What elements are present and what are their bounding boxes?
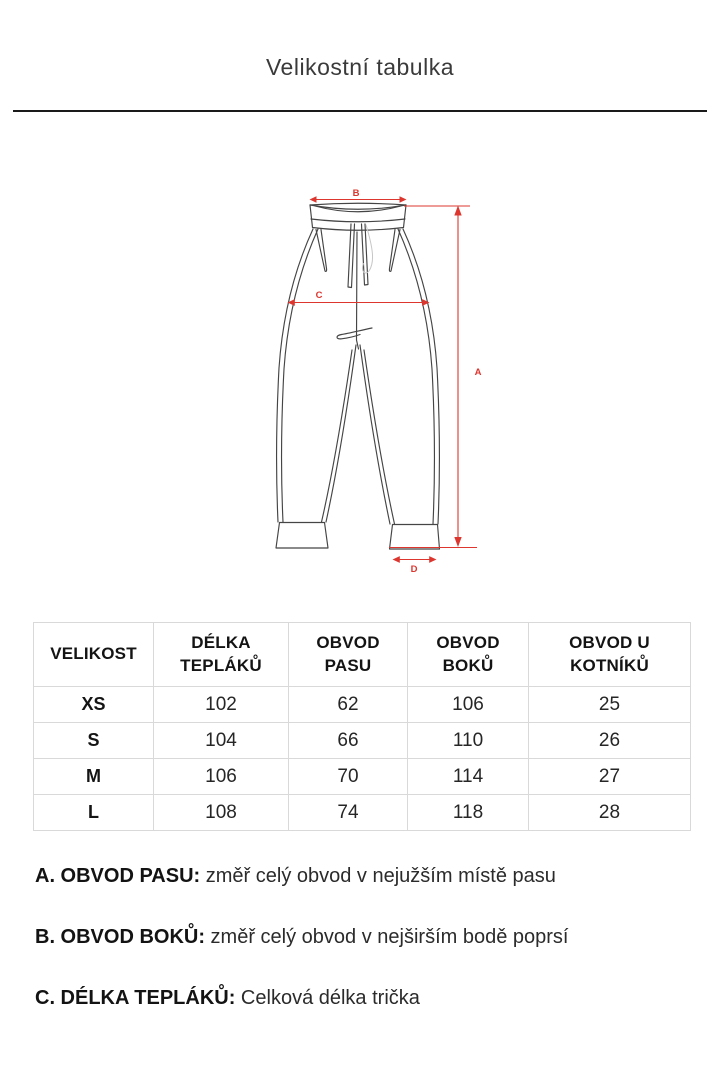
legend-label-c: C. DÉLKA TEPLÁKŮ:: [35, 987, 236, 1009]
value-cell: 118: [408, 795, 529, 831]
header-obvod-u-kotniku: OBVOD U KOTNÍKŮ: [529, 623, 691, 687]
legend-label-a: A. OBVOD PASU:: [35, 865, 201, 887]
value-cell: 28: [529, 795, 691, 831]
table-row-xs: [34, 687, 691, 723]
value-cell: 104: [154, 723, 289, 759]
pants-pocket-left: [316, 230, 327, 272]
legend-item-a: [35, 864, 695, 889]
legend-label-b: B. OBVOD BOKŮ:: [35, 926, 205, 948]
value-cell: 106: [408, 687, 529, 723]
pants-cuff-right: [390, 525, 440, 550]
table-row-m: [34, 759, 691, 795]
size-cell: M: [34, 759, 154, 795]
table-row-l: [34, 795, 691, 831]
table-row-s: [34, 723, 691, 759]
measure-label-d: D: [410, 564, 418, 575]
value-cell: 106: [154, 759, 289, 795]
size-cell: L: [34, 795, 154, 831]
value-cell: 108: [154, 795, 289, 831]
header-obvod-boku: OBVOD BOKŮ: [408, 623, 529, 687]
measure-label-b: B: [352, 188, 360, 199]
value-cell: 102: [154, 687, 289, 723]
legend-text-a: změř celý obvod v nejužším místě pasu: [200, 865, 556, 887]
measure-arrow-d: [393, 556, 437, 575]
value-cell: 74: [289, 795, 408, 831]
header-obvod-pasu: OBVOD PASU: [289, 623, 408, 687]
value-cell: 26: [529, 723, 691, 759]
value-cell: 25: [529, 687, 691, 723]
header-velikost: VELIKOST: [34, 623, 154, 687]
measure-label-a: A: [474, 367, 482, 378]
header-delka-teplaku: DÉLKA TEPLÁKŮ: [154, 623, 289, 687]
value-cell: 110: [408, 723, 529, 759]
value-cell: 27: [529, 759, 691, 795]
size-cell: XS: [34, 687, 154, 723]
value-cell: 114: [408, 759, 529, 795]
pants-drawstring: [348, 224, 373, 288]
value-cell: 70: [289, 759, 408, 795]
measure-arrow-c: [288, 290, 430, 306]
value-cell: 62: [289, 687, 408, 723]
measurement-legend: [35, 864, 695, 1047]
pants-leg-right: [360, 229, 439, 524]
pants-center-seam: [357, 232, 358, 340]
pants-waistband: [310, 203, 406, 230]
size-cell: S: [34, 723, 154, 759]
value-cell: 66: [289, 723, 408, 759]
measure-arrow-b: [310, 188, 407, 203]
pants-leg-left: [277, 229, 356, 522]
legend-text-b: změř celý obvod v nejširším bodě poprsí: [205, 926, 569, 948]
pants-cuff-left: [276, 523, 328, 549]
page-title: Velikostní tabulka: [265, 54, 454, 80]
legend-item-b: [35, 925, 695, 950]
measure-label-c: C: [315, 290, 323, 301]
pants-crotch-seam: [357, 340, 359, 349]
pants-crotch-detail: [337, 328, 372, 339]
legend-item-c: [35, 986, 695, 1011]
size-table: [33, 622, 691, 831]
legend-text-c: Celková délka trička: [235, 987, 420, 1009]
size-table-header-row: [34, 623, 691, 687]
pants-pocket-right: [389, 230, 400, 272]
measure-arrow-a: [389, 206, 482, 548]
